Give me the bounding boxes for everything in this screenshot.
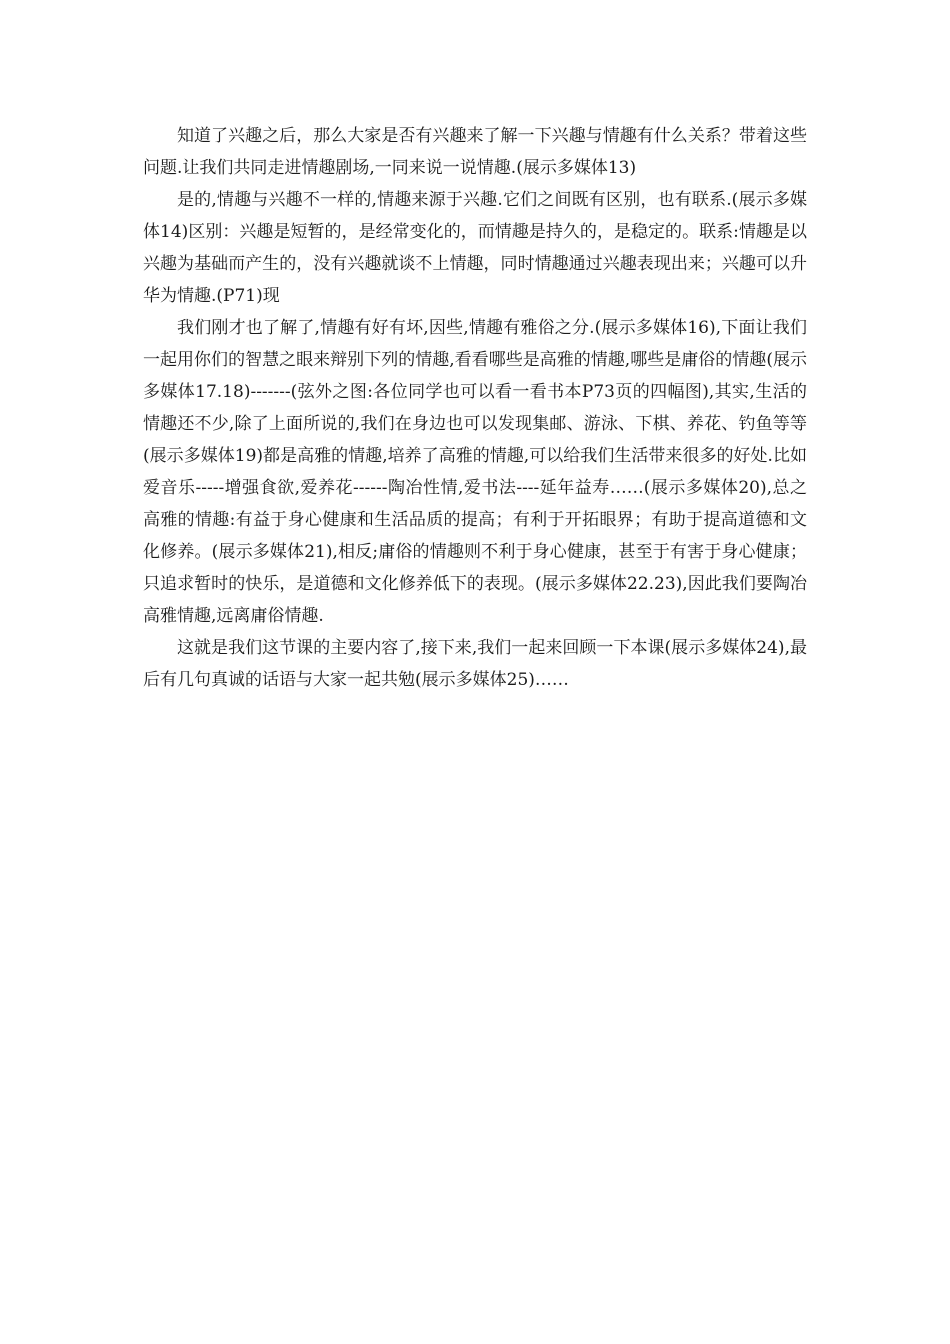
paragraph-1: 知道了兴趣之后，那么大家是否有兴趣来了解一下兴趣与情趣有什么关系？带着这些问题.让我们共同走进情趣剧场,一同来说一说情趣.(展示多媒体13) — [143, 126, 807, 178]
document-body — [143, 120, 807, 696]
paragraph-4: 这就是我们这节课的主要内容了,接下来,我们一起来回顾一下本课(展示多媒体24),最后有几句真诚的话语与大家一起共勉(展示多媒体25)…… — [143, 638, 807, 690]
paragraph-3: 我们刚才也了解了,情趣有好有坏,因些,情趣有雅俗之分.(展示多媒体16),下面让我们一起用你们的智慧之眼来辩别下列的情趣,看看哪些是高雅的情趣,哪些是庸俗的情趣(展示多媒体17.18)-------(弦外之图:各位同学也可以看一看书本P73页的四幅图),其实,生活的情趣还不少,除了上面所说的,我们在身边也可以发现集邮、游泳、下棋、养花、钓鱼等等(展示多媒体19)都是高雅的情趣,培养了高雅的情趣,可以给我们生活带来很多的好处.比如爱音乐-----增强食欲,爱养花------陶冶性情,爱书法----延年益寿……(展示多媒体20),总之高雅的情趣:有益于身心健康和生活品质的提高；有利于开拓眼界；有助于提高道德和文化修养。(展示多媒体21),相反;庸俗的情趣则不利于身心健康，甚至于有害于身心健康；只追求暂时的快乐，是道德和文化修养低下的表现。(展示多媒体22.23),因此我们要陶冶高雅情趣,远离庸俗情趣. — [143, 318, 807, 626]
paragraph-2: 是的,情趣与兴趣不一样的,情趣来源于兴趣.它们之间既有区别，也有联系.(展示多媒体14)区别：兴趣是短暂的，是经常变化的，而情趣是持久的，是稳定的。联系:情趣是以兴趣为基础而产生的，没有兴趣就谈不上情趣，同时情趣通过兴趣表现出来；兴趣可以升华为情趣.(P71)现 — [143, 190, 807, 306]
